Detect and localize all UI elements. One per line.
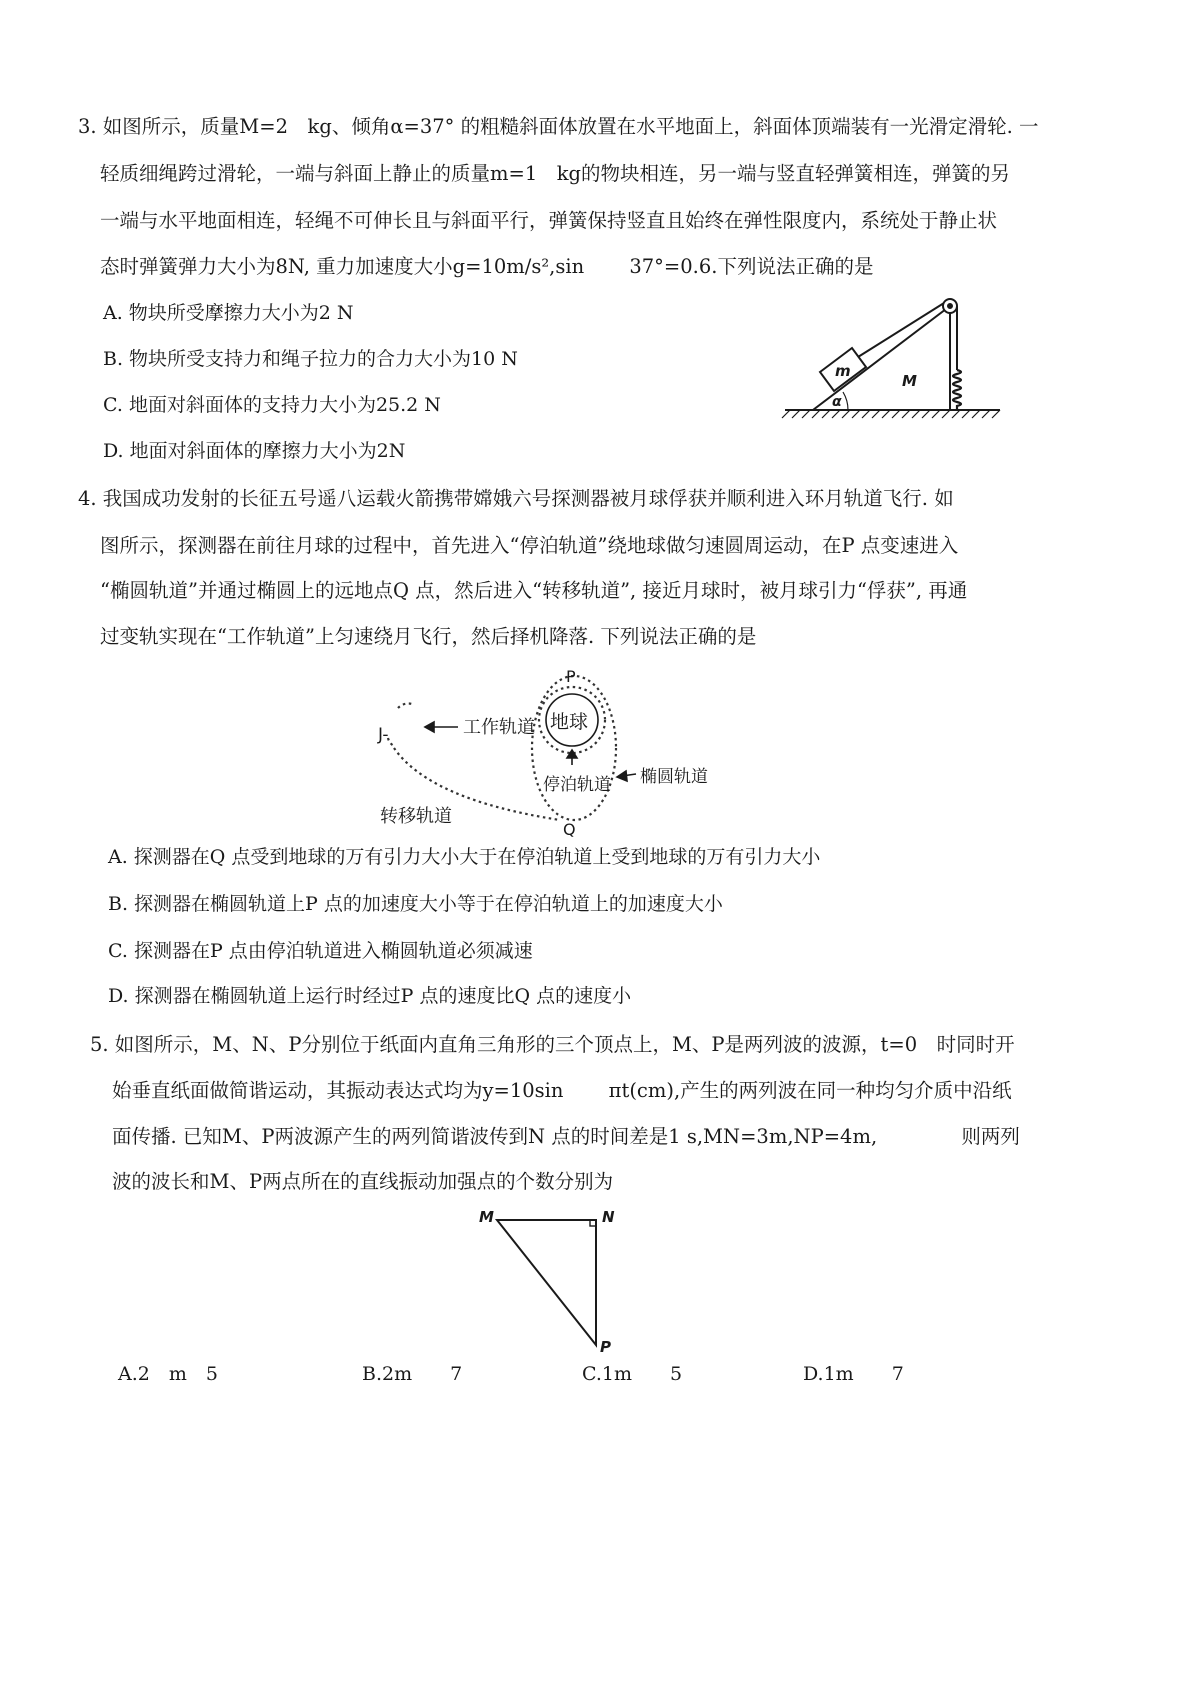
incline-label: M — [902, 372, 917, 390]
q5-option-c: C.1m 5 — [582, 1363, 683, 1385]
q3-option-b: B. 物块所受支持力和绳子拉力的合力大小为10 N — [103, 348, 518, 370]
q3-option-d: D. 地面对斜面体的摩擦力大小为2N — [103, 440, 406, 462]
q4-line-3: “椭圆轨道”并通过椭圆上的远地点Q 点，然后进入“转移轨道”, 接近月球时，被月球引力“俘获”, 再通 — [100, 579, 968, 602]
parking-orbit-label: 停泊轨道 — [543, 775, 611, 795]
q4-option-a: A. 探测器在Q 点受到地球的万有引力大小大于在停泊轨道上受到地球的万有引力大小 — [108, 846, 821, 868]
q5-line-3: 面传播. 已知M、P两波源产生的两列简谐波传到N 点的时间差是1 s,MN=3m,NP=4m, 则两列 — [112, 1125, 1020, 1148]
q4-option-b: B. 探测器在椭圆轨道上P 点的加速度大小等于在停泊轨道上的加速度大小 — [108, 893, 723, 915]
q5-option-d: D.1m 7 — [803, 1363, 904, 1385]
q4-option-c: C. 探测器在P 点由停泊轨道进入椭圆轨道必须减速 — [108, 940, 533, 962]
angle-label: α — [832, 394, 842, 410]
q3-option-a: A. 物块所受摩擦力大小为2 N — [103, 302, 354, 324]
q4-line-2: 图所示，探测器在前往月球的过程中，首先进入“停泊轨道”绕地球做匀速圆周运动，在P 点变速进入 — [100, 534, 959, 557]
q5-line-2: 始垂直纸面做简谐运动，其振动表达式均为y=10sin πt(cm),产生的两列波在同一种均匀介质中沿纸 — [112, 1079, 1012, 1102]
vertex-p-label: P — [600, 1338, 611, 1356]
work-orbit-label: 工作轨道 — [463, 717, 535, 738]
q3-line-3: 一端与水平地面相连，轻绳不可伸长且与斜面平行，弹簧保持竖直且始终在弹性限度内，系统处于静止状 — [100, 209, 998, 232]
q4-line-1: 4. 我国成功发射的长征五号遥八运载火箭携带嫦娥六号探测器被月球俘获并顺利进入环月轨道飞行. 如 — [78, 487, 954, 510]
ellipse-orbit-label: 椭圆轨道 — [640, 767, 708, 787]
q3-line-4: 态时弹簧弹力大小为8N, 重力加速度大小g=10m/s²,sin 37°=0.6.下列说法正确的是 — [100, 255, 874, 278]
right-triangle — [497, 1220, 596, 1345]
q5-option-a: A.2 m 5 — [118, 1363, 218, 1385]
q5-line-4: 波的波长和M、P两点所在的直线振动加强点的个数分别为 — [112, 1170, 614, 1193]
q3-line-1: 3. 如图所示，质量M=2 kg、倾角α=37° 的粗糙斜面体放置在水平地面上，斜面体顶端装有一光滑定滑轮. 一 — [78, 115, 1039, 138]
moon-mark: J- — [378, 725, 389, 745]
transfer-orbit-label: 转移轨道 — [380, 806, 452, 827]
q5-line-1: 5. 如图所示，M、N、P分别位于纸面内直角三角形的三个顶点上，M、P是两列波的波源，t=0 时同时开 — [90, 1033, 1015, 1056]
q3-option-c: C. 地面对斜面体的支持力大小为25.2 N — [103, 394, 441, 416]
vertex-n-label: N — [602, 1208, 615, 1226]
vertex-m-label: M — [479, 1208, 494, 1226]
point-p-label: P — [566, 667, 576, 686]
block-label: m — [835, 362, 851, 380]
q4-option-d: D. 探测器在椭圆轨道上运行时经过P 点的速度比Q 点的速度小 — [108, 985, 632, 1007]
q3-line-2: 轻质细绳跨过滑轮，一端与斜面上静止的质量m=1 kg的物块相连，另一端与竖直轻弹簧相连，弹簧的另 — [100, 162, 1011, 185]
point-q-label: Q — [563, 820, 576, 839]
q4-line-4: 过变轨实现在“工作轨道”上匀速绕月飞行，然后择机降落. 下列说法正确的是 — [100, 625, 757, 648]
earth-label: 地球 — [550, 711, 589, 733]
q5-option-b: B.2m 7 — [362, 1363, 463, 1385]
